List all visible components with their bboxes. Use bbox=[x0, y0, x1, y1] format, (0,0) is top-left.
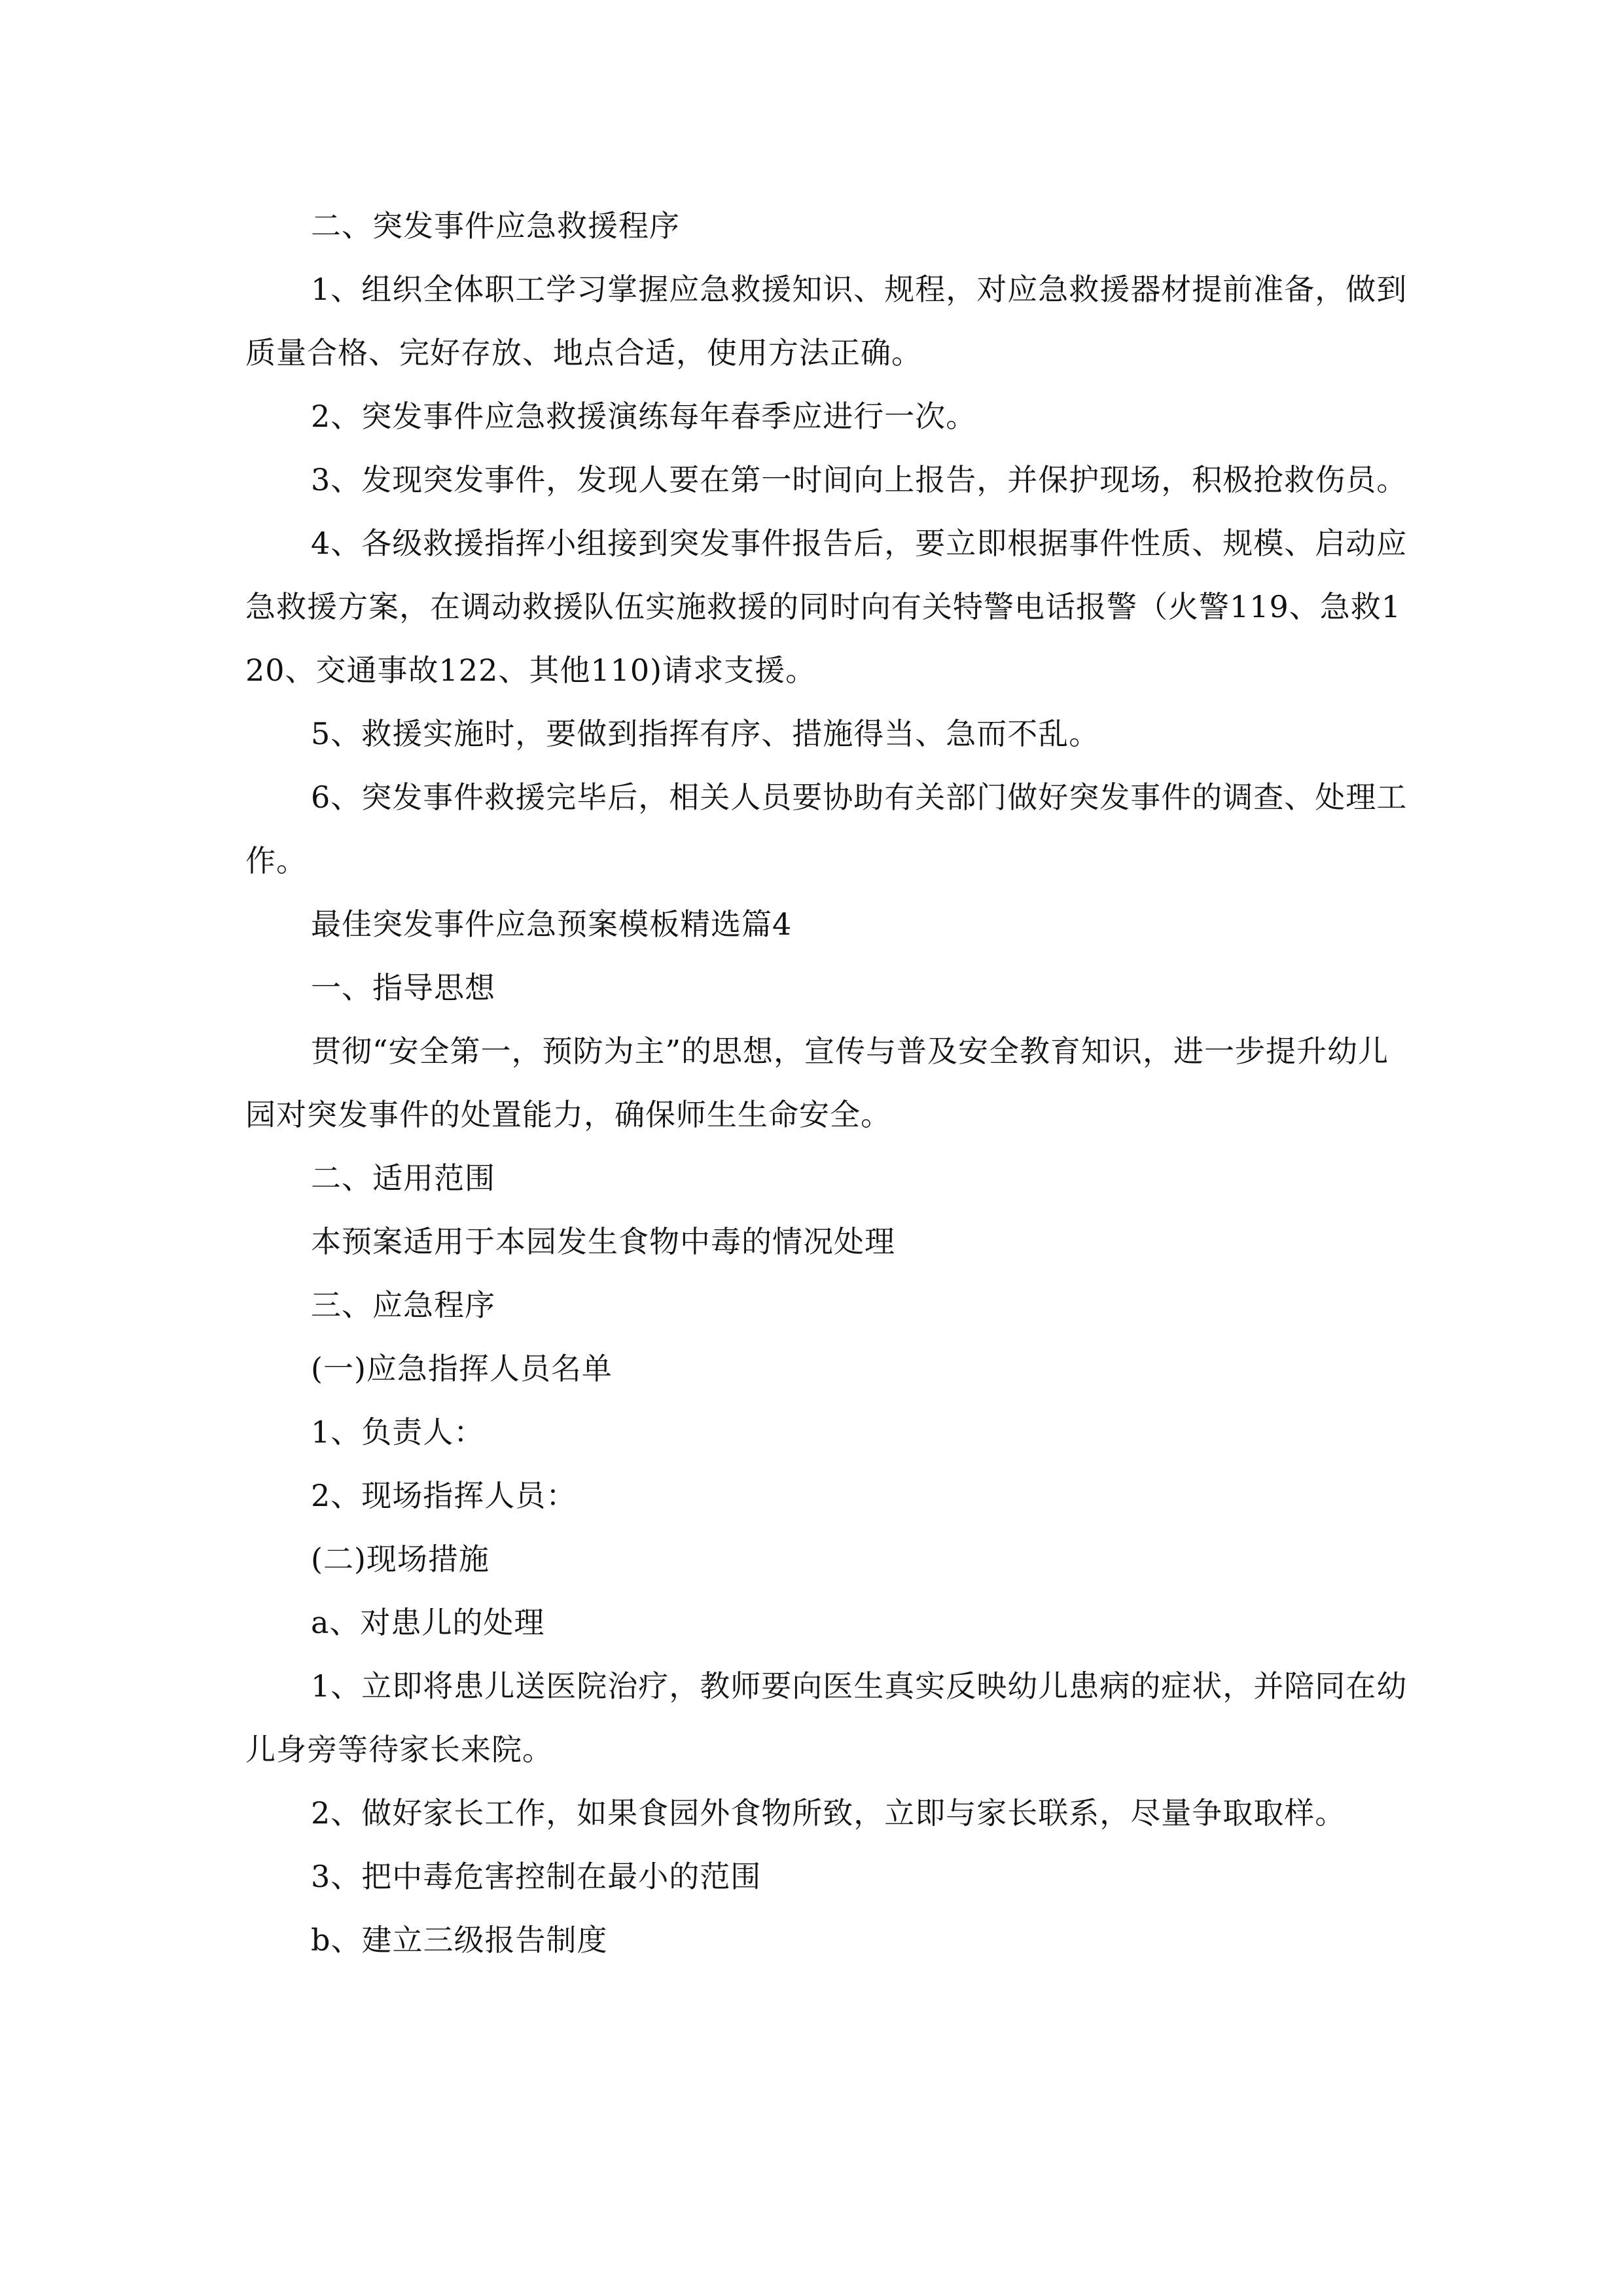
paragraph: 4、各级救援指挥小组接到突发事件报告后，要立即根据事件性质、规模、启动应急救援方案，在调动救援队伍实施救援的同时向有关特警电话报警（火警119、急救120、交通事故122、其他110)请求支援。 bbox=[245, 526, 1408, 688]
subsection-heading: (一)应急指挥人员名单 bbox=[311, 1351, 613, 1386]
list-item: 1、立即将患儿送医院治疗，教师要向医生真实反映幼儿患病的症状，并陪同在幼儿身旁等待家长来院。 bbox=[245, 1668, 1408, 1767]
section-heading: 三、应急程序 bbox=[311, 1287, 495, 1323]
paragraph: 3、发现突发事件，发现人要在第一时间向上报告，并保护现场，积极抢救伤员。 bbox=[311, 462, 1408, 497]
list-item: 2、做好家长工作，如果食园外食物所致，立即与家长联系，尽量争取取样。 bbox=[311, 1795, 1346, 1831]
subsection-heading: a、对患儿的处理 bbox=[311, 1605, 545, 1640]
paragraph: 2、突发事件应急救援演练每年春季应进行一次。 bbox=[311, 399, 977, 434]
paragraph: 1、组织全体职工学习掌握应急救援知识、规程，对应急救援器材提前准备，做到质量合格、完好存放、地点合适，使用方法正确。 bbox=[245, 272, 1408, 370]
section-heading: 一、指导思想 bbox=[311, 970, 495, 1005]
paragraph: 本预案适用于本园发生食物中毒的情况处理 bbox=[311, 1224, 895, 1259]
subsection-heading: b、建立三级报告制度 bbox=[311, 1922, 608, 1958]
list-item: 3、把中毒危害控制在最小的范围 bbox=[311, 1859, 762, 1894]
section-heading: 二、适用范围 bbox=[311, 1160, 495, 1196]
document-body bbox=[245, 194, 1410, 1972]
paragraph: 贯彻“安全第一，预防为主”的思想，宣传与普及安全教育知识，进一步提升幼儿园对突发事件的处置能力，确保师生生命安全。 bbox=[245, 1033, 1389, 1132]
list-item: 1、负责人： bbox=[311, 1414, 485, 1450]
paragraph: 6、突发事件救援完毕后，相关人员要协助有关部门做好突发事件的调查、处理工作。 bbox=[245, 780, 1408, 878]
document-subtitle: 最佳突发事件应急预案模板精选篇4 bbox=[311, 906, 793, 942]
subsection-heading: (二)现场措施 bbox=[311, 1541, 490, 1577]
paragraph: 5、救援实施时，要做到指挥有序、措施得当、急而不乱。 bbox=[311, 716, 1100, 751]
section-heading: 二、突发事件应急救援程序 bbox=[311, 208, 680, 243]
list-item: 2、现场指挥人员： bbox=[311, 1478, 577, 1513]
